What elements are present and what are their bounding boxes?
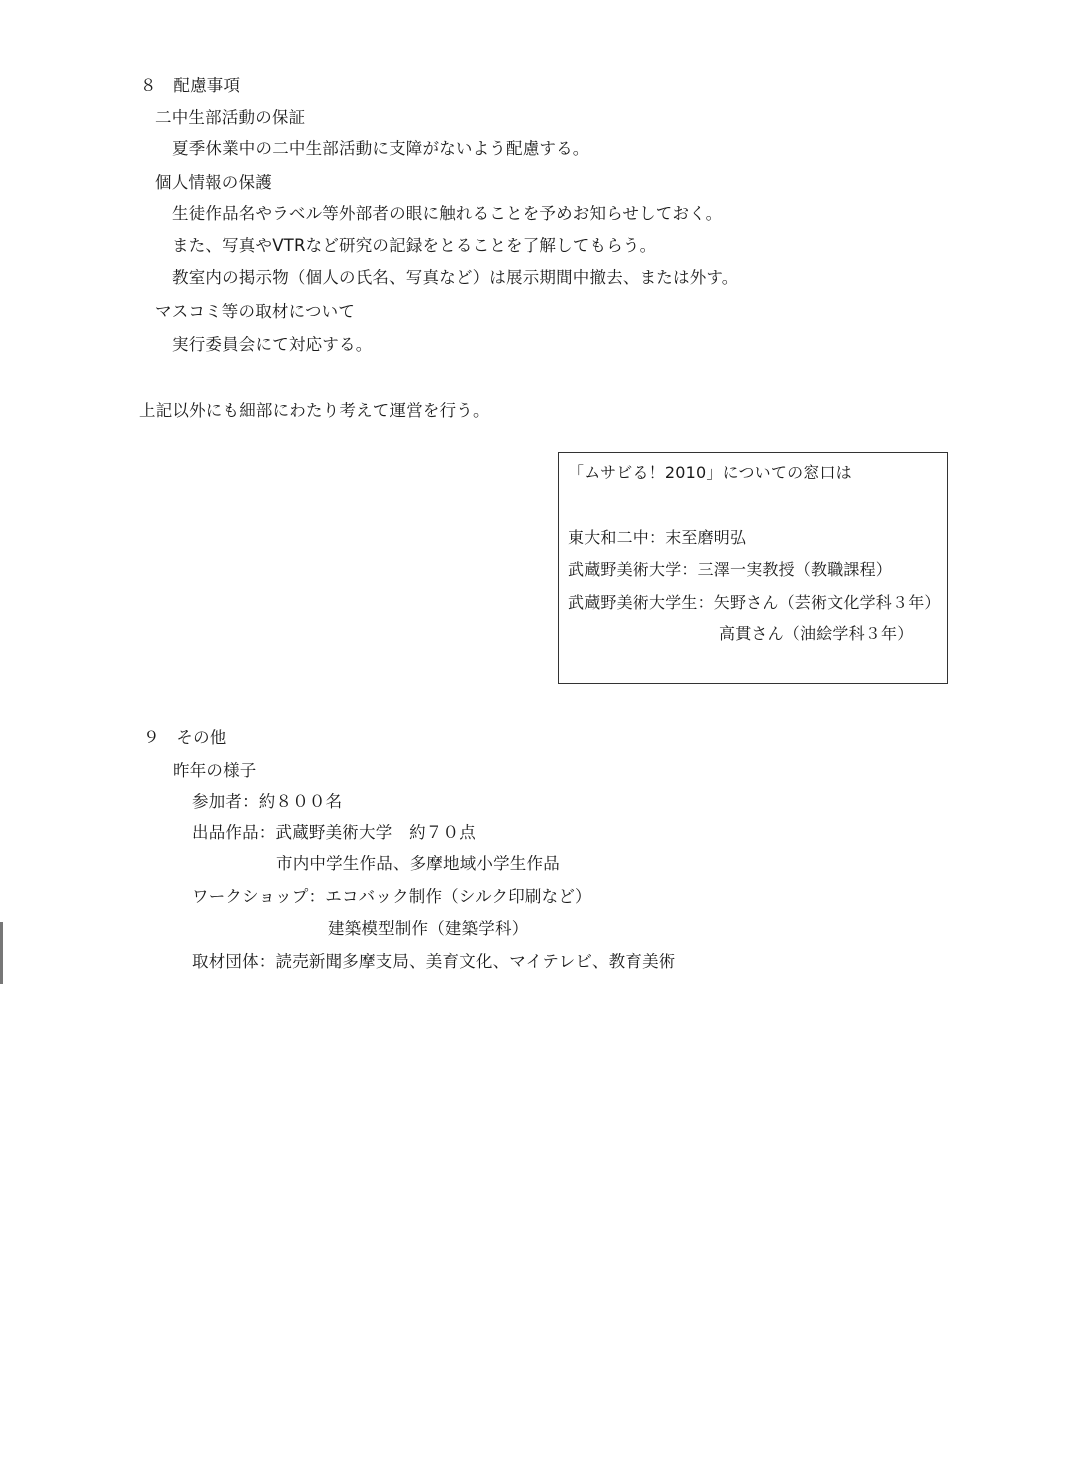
section-8-sub2-line2: また、写真やVTRなど研究の記録をとることを了解してもらう。 — [172, 236, 657, 255]
section-9-workshop-line1: ワークショップ：エコバック制作（シルク印刷など） — [192, 887, 592, 906]
section-8-heading: ８ 配慮事項 — [140, 76, 241, 95]
scan-edge-mark — [0, 922, 3, 984]
contact-box-line2: 武蔵野美術大学：三澤一実教授（教職課程） — [568, 560, 893, 579]
section-8-sub3-line1: 実行委員会にて対応する。 — [172, 335, 373, 354]
contact-box — [558, 452, 948, 684]
section-9-sub-title: 昨年の様子 — [173, 761, 257, 780]
section-9-press: 取材団体：読売新聞多摩支局、美育文化、マイテレビ、教育美術 — [192, 952, 676, 971]
section-9-exhibits-line2: 市内中学生作品、多摩地域小学生作品 — [276, 854, 560, 873]
contact-box-line3: 武蔵野美術大学生：矢野さん（芸術文化学科３年） — [568, 593, 941, 612]
section-8-sub3-title: マスコミ等の取材について — [155, 302, 356, 321]
section-8-sub2-title: 個人情報の保護 — [155, 173, 272, 192]
section-8-sub2-line3: 教室内の掲示物（個人の氏名、写真など）は展示期間中撤去、または外す。 — [172, 268, 739, 287]
contact-box-line4: 高貫さん（油絵学科３年） — [719, 624, 914, 643]
section-9-participants: 参加者：約８００名 — [192, 792, 343, 811]
contact-box-line1: 東大和二中：末至磨明弘 — [568, 528, 747, 547]
section-8-sub1-title: 二中生部活動の保証 — [155, 108, 306, 127]
section-8-sub2-line1: 生徒作品名やラベル等外部者の眼に触れることを予めお知らせしておく。 — [172, 204, 723, 223]
section-9-workshop-line2: 建築模型制作（建築学科） — [328, 919, 529, 938]
section-8-closing: 上記以外にも細部にわたり考えて運営を行う。 — [139, 401, 490, 420]
section-9-exhibits-line1: 出品作品：武蔵野美術大学 約７０点 — [192, 823, 476, 842]
section-8-sub1-line1: 夏季休業中の二中生部活動に支障がないよう配慮する。 — [172, 139, 590, 158]
contact-box-title: 「ムサビる！2010」についての窓口は — [568, 463, 852, 482]
section-9-heading: ９ その他 — [143, 728, 227, 747]
